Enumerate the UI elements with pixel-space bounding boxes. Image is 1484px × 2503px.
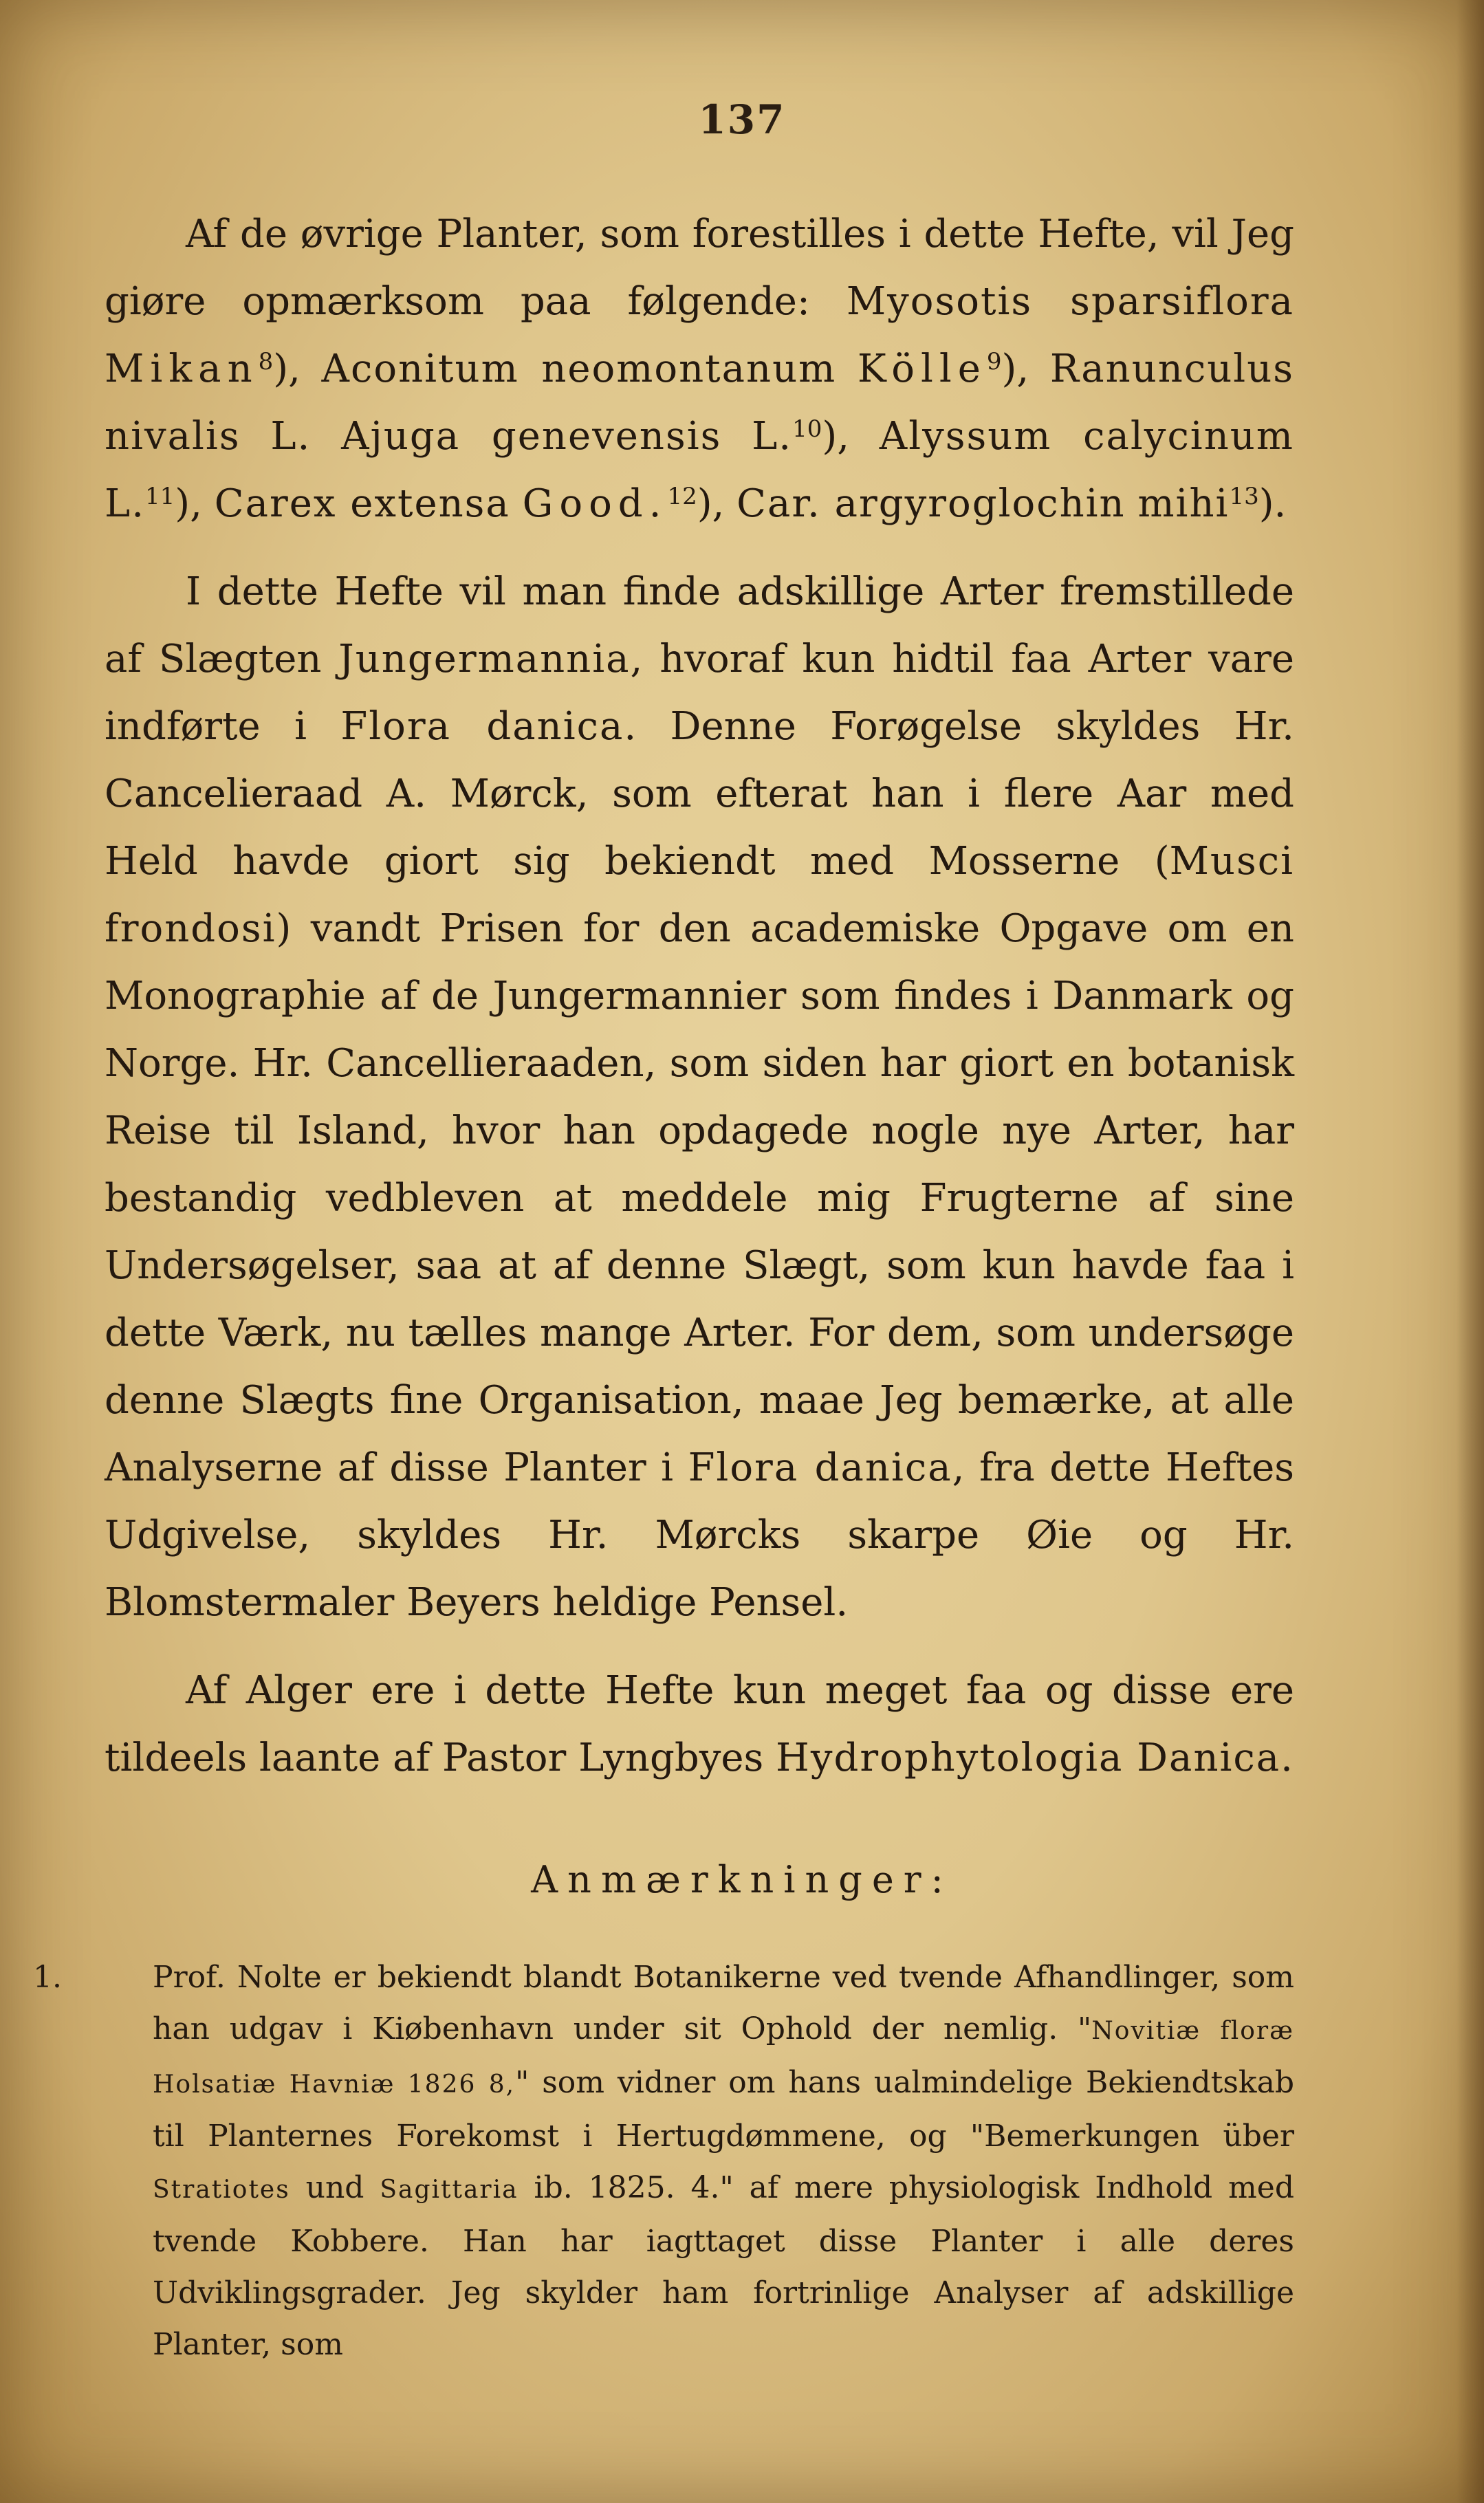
latin-term: Ajuga genevensis (341, 414, 722, 459)
text-run (1126, 481, 1138, 526)
footnote-reference: 13 (1229, 483, 1259, 510)
footnotes (33, 1952, 1294, 2370)
text-run: Af de øvrige Planter, som forestilles i dette Hefte, vil Jeg giøre opmærksom paa følgende: (105, 212, 1294, 324)
text-run: . Denne Forøgelse skyldes Hr. Cancelieraad A. Mørck, som efterat han i flere Aar med Held havde giort sig bekiendt med Mosserne ( (105, 704, 1294, 884)
text-run: , hvoraf kun hidtil faa Arter vare indførte i (105, 637, 1294, 749)
text-run: , fra dette Heftes Udgivelse, skyldes Hr. Mørcks skarpe Øie og Hr. Blomstermaler Beyers heldige Pensel. (105, 1445, 1295, 1625)
text-run: ), (822, 414, 880, 459)
latin-term: mihi (1137, 481, 1230, 526)
latin-term: Jungermannia (338, 637, 631, 681)
author-name: Kölle (857, 347, 987, 391)
latin-term: Alyssum calycinum (879, 414, 1294, 459)
text-run: ), (175, 481, 215, 526)
text-run: Prof. Nolte er bekiendt blandt Botanikerne ved tvende Afhandlinger, som han udgav i Kiøbenhavn under sit Ophold der nemlig. " (153, 1960, 1294, 2046)
latin-term: Flora danica (340, 704, 624, 749)
footnote-reference: 8 (258, 348, 274, 375)
text-run: ib. 1825. 4." af mere physiologisk Indhold med tvende Kobbere. Han har iagttaget disse Planter i alle deres Udviklingsgrader. Jeg skylder ham fortrinlige Analyser af adskillige Planter, som (153, 2170, 1294, 2362)
latin-term: Hydrophytologia Danica (776, 1736, 1281, 1780)
latin-term: Car. argyroglochin (736, 481, 1126, 526)
text-run: ), (1001, 347, 1050, 391)
text-run (311, 414, 341, 459)
citation-title: Sagittaria (380, 2176, 519, 2204)
text-run: " som vidner om hans ualmindelige Bekiendtskab til Planternes Forekomst i Hertugdømmene, og "Bemerkungen über (153, 2065, 1294, 2154)
footnote-reference: 9 (986, 348, 1002, 375)
footnote-reference: 11 (145, 483, 175, 510)
footnote-reference: 10 (792, 415, 822, 443)
text-run: ) vandt Prisen for den academiske Opgave om en Monographie af de Jungermannier som findes i Danmark og Norge. Hr. Cancellieraaden, som siden har giort en botanisk Reise til Island, hvor han opdagede nogle nye Arter, har bestandig vedbleven at meddele mig Frugterne af sine Undersøgelser, saa at af denne Slægt, som kun havde faa i dette Værk, nu tælles mange Arter. For dem, som undersøge denne Slægts fine Organisation, maae Jeg bemærke, at alle Analyserne af disse Planter i (105, 906, 1294, 1490)
paragraph (105, 1657, 1294, 1792)
paragraph (105, 201, 1294, 538)
footnote-reference: 12 (667, 483, 697, 510)
latin-term: Myosotis sparsiflora (846, 279, 1295, 324)
latin-term: L. (752, 414, 793, 459)
author-name: Good. (522, 481, 668, 526)
text-run: Af Alger ere i dette Hefte kun meget faa og disse ere tildeels laante af Pastor Lyngbyes (105, 1668, 1294, 1780)
latin-term: Aconitum neomontanum (321, 347, 837, 391)
latin-term: Flora danica (688, 1445, 952, 1490)
latin-term: Carex extensa (214, 481, 510, 526)
latin-term: L. (270, 414, 312, 459)
footnote-text (153, 1952, 1294, 2370)
text-run: und (290, 2170, 380, 2205)
text-run (721, 414, 752, 459)
text-run: I dette Hefte vil man finde adskillige Arter fremstillede af Slægten (105, 569, 1294, 681)
citation-title: Stratiotes (153, 2176, 290, 2204)
paragraph (105, 558, 1294, 1637)
page-number: 137 (698, 96, 786, 143)
footnote (33, 1952, 1294, 2370)
footnote-marker: 1. (33, 1960, 62, 1995)
text-run: ). (1258, 481, 1287, 526)
latin-term: Musci frondosi (105, 839, 1294, 951)
text-run (510, 481, 523, 526)
text-run: ), (273, 347, 322, 391)
text-run (836, 347, 858, 391)
body-text (105, 201, 1294, 1813)
text-run: ), (697, 481, 737, 526)
text-run (241, 414, 271, 459)
latin-term: Ranunculus nivalis (105, 347, 1294, 459)
latin-term: L. (105, 481, 145, 526)
text-run: . (1280, 1736, 1293, 1780)
citation-title: Novitiæ floræ Holsatiæ Havniæ 1826 8, (153, 2017, 1294, 2099)
notes-heading: Anmærkninger: (531, 1858, 953, 1901)
page-gutter-shadow (1456, 0, 1484, 2503)
author-name: Mikan (105, 347, 259, 391)
